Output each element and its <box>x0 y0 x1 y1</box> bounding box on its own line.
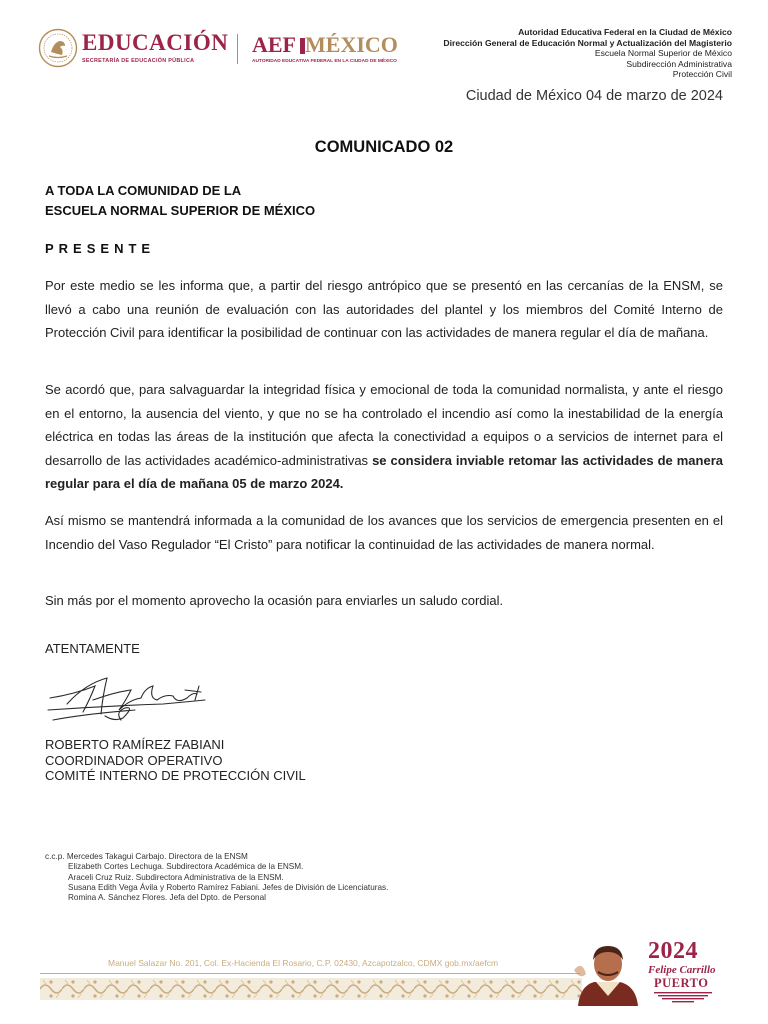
paragraph-updates: Así mismo se mantendrá informada a la comunidad de los avances que los servicios de emergencia presenten en el Incendio del Vaso Regulador “El Cristo” para notificar la continuidad de las actividades de manera normal. <box>45 513 723 552</box>
presente-heading: PRESENTE <box>45 241 156 256</box>
paragraph-farewell: Sin más por el momento aprovecho la ocasión para enviarles un saludo cordial. <box>45 593 504 608</box>
institution-line: Escuela Normal Superior de México <box>594 48 732 59</box>
portrait-icon <box>572 940 644 1006</box>
institution-line: Dirección General de Educación Normal y Actualización del Magisterio <box>443 37 732 48</box>
ccp-line: Elizabeth Cortes Lechuga. Subdirectora Académica de la ENSM. <box>68 862 304 872</box>
educacion-subtitle: SECRETARÍA DE EDUCACIÓN PÚBLICA <box>82 58 195 64</box>
carbon-copy-list <box>45 852 388 903</box>
addressee-line: A TODA LA COMUNIDAD DE LA <box>45 183 242 198</box>
institution-line: Protección Civil <box>672 69 732 80</box>
header-divider <box>237 34 238 64</box>
puerto-text: PUERTO <box>654 976 709 990</box>
ccp-line: c.c.p. Mercedes Takagui Carbajo. Directora de la ENSM <box>45 852 248 861</box>
institution-line: Autoridad Educativa Federal en la Ciudad de México <box>518 27 732 37</box>
ccp-line: Romina A. Sánchez Flores. Jefa del Dpto. de Personal <box>68 893 266 903</box>
agreement-text: Se acordó que, para salvaguardar la integridad física y emocional de toda la comunidad normalista, y ante el riesgo en el entorno, la ausencia del viento, y que no se ha controlado el incendio así como la inestabilidad de la energía eléctrica en todas las áreas de la institución que afecta la conectividad a equipos o a servicios de internet para el desarrollo de las actividades académico-administrativas <box>45 382 723 468</box>
footer-ornament-pattern <box>40 978 582 1000</box>
educacion-logo <box>38 26 238 74</box>
signer-committee: COMITÉ INTERNO DE PROTECCIÓN CIVIL <box>45 768 306 783</box>
footer-rule <box>40 973 580 974</box>
year-2024: 2024 <box>648 938 698 964</box>
educacion-wordmark: EDUCACIÓN <box>82 30 229 55</box>
addressee <box>45 181 315 221</box>
footer-address: Manuel Salazar No. 201, Col. Ex-Hacienda El Rosario, C.P. 02430, Azcapotzalco, CDMX gob.mx/aefcm <box>108 958 499 968</box>
ccp-line: Araceli Cruz Ruiz. Subdirectora Administrativa de la ENSM. <box>68 872 284 882</box>
national-seal-icon <box>38 28 78 68</box>
paragraph-agreement <box>45 378 723 496</box>
logo-fine-print <box>652 991 714 1003</box>
institution-block <box>443 27 732 80</box>
signer-role: COORDINADOR OPERATIVO <box>45 752 223 768</box>
mexico-text: MÉXICO <box>305 32 398 57</box>
signer-block <box>45 737 306 784</box>
ccp-line: Susana Edith Vega Ávila y Roberto Ramírez Fabiani. Jefes de División de Licenciaturas. <box>68 882 389 892</box>
handwritten-signature <box>45 664 215 734</box>
closing: ATENTAMENTE <box>45 641 140 656</box>
aef-mexico-logo <box>252 32 412 72</box>
document-title: COMUNICADO 02 <box>314 138 454 156</box>
agreement-decision: se considera inviable retomar las actividades de manera regular para el día de mañana 05 de marzo 2024. <box>45 452 724 491</box>
felipe-carrillo-text: Felipe Carrillo <box>648 964 716 976</box>
signer-name: ROBERTO RAMÍREZ FABIANI <box>45 737 225 752</box>
institution-line: Subdirección Administrativa <box>626 58 732 69</box>
aef-text: AEF <box>252 32 296 57</box>
addressee-line: ESCUELA NORMAL SUPERIOR DE MÉXICO <box>45 203 316 218</box>
aef-wordmark <box>252 32 398 58</box>
paragraph-intro: Por este medio se les informa que, a partir del riesgo antrópico que se presentó en las cercanías de la ENSM, se llevó a cabo una reunión de evaluación con las autoridades del plantel y los miembros del Comité Interno de Protección Civil para identificar la posibilidad de continuar con las actividades de manera regular el día de mañana. <box>45 278 723 340</box>
aef-subtitle: AUTORIDAD EDUCATIVA FEDERAL EN LA CIUDAD DE MÉXICO <box>252 59 397 64</box>
document-date: Ciudad de México 04 de marzo de 2024 <box>465 88 723 104</box>
felipe-carrillo-puerto-2024-logo <box>572 936 732 1008</box>
aef-separator-bar <box>300 38 305 54</box>
